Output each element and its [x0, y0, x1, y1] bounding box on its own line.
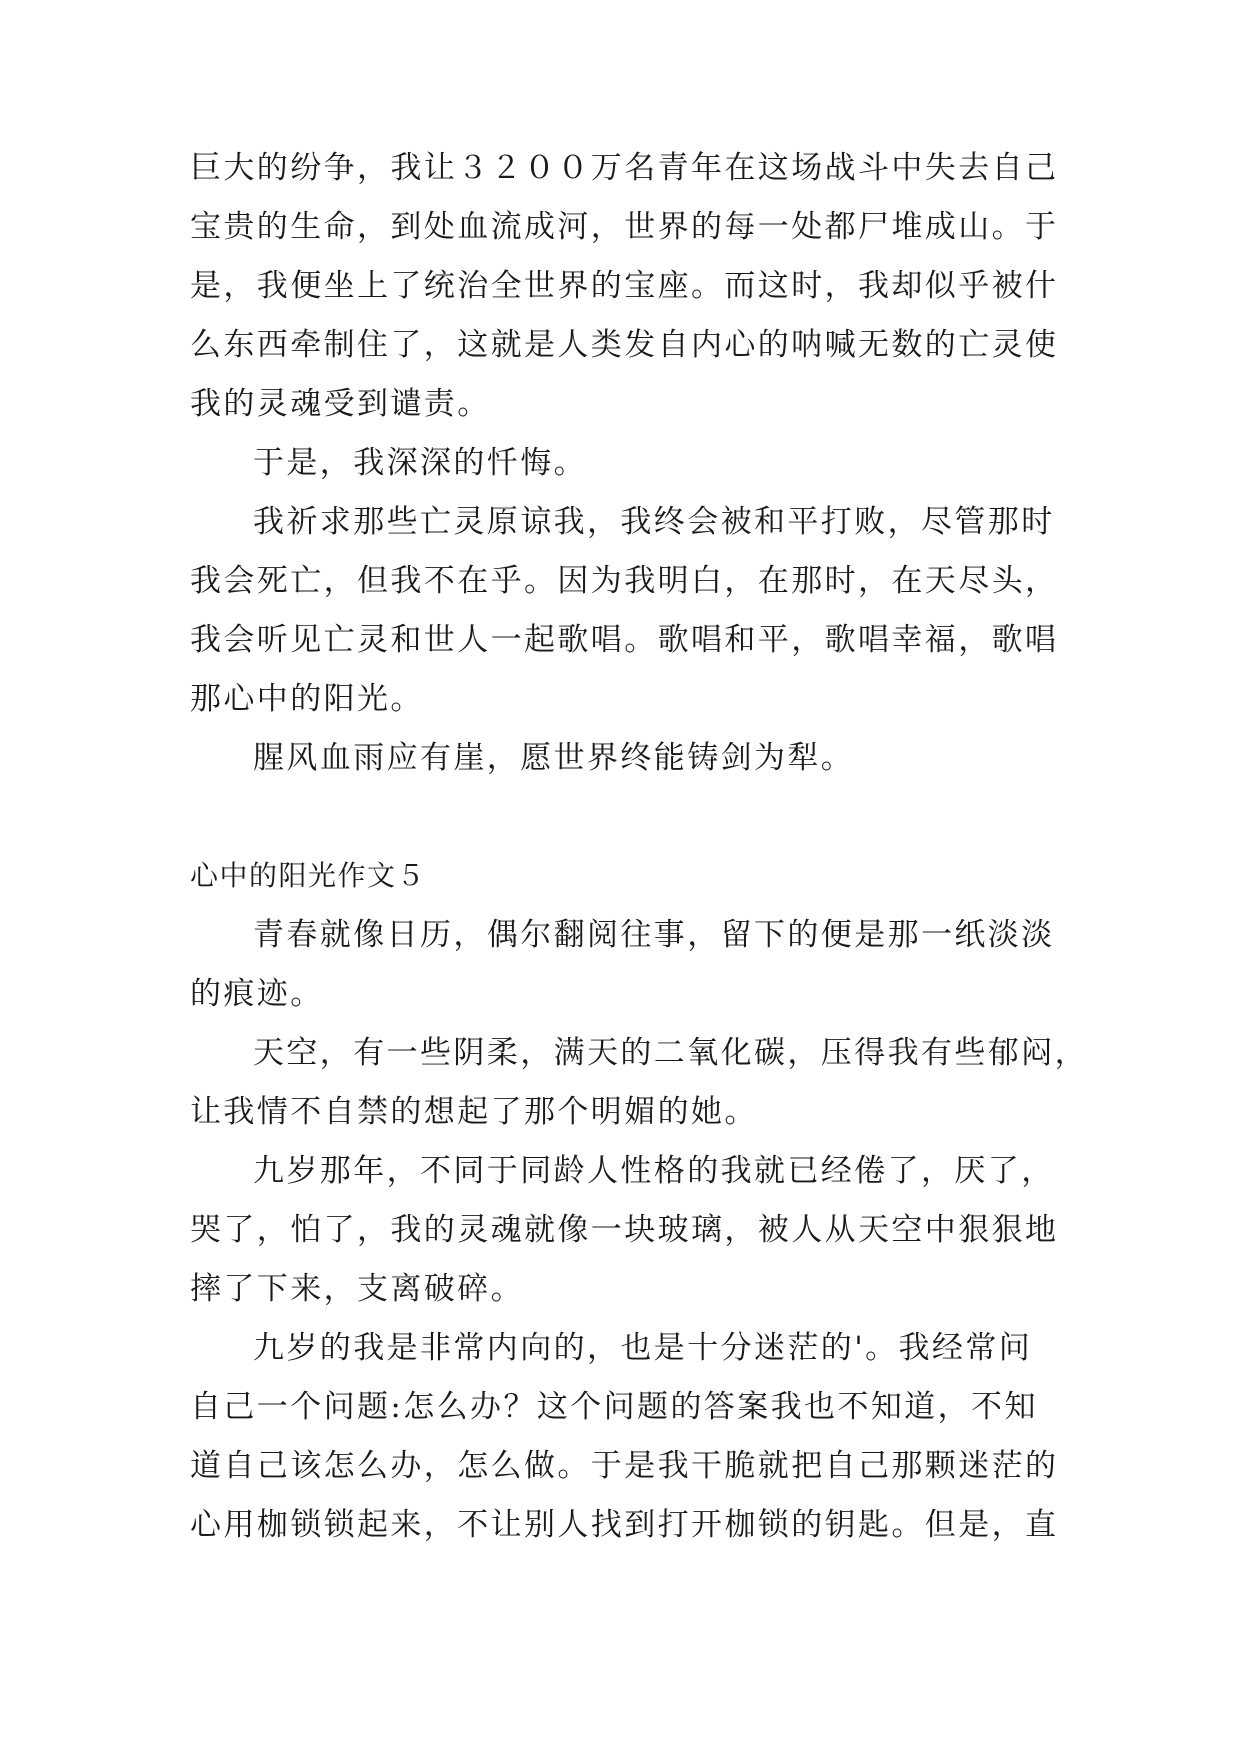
paragraph-line: 自己一个问题:怎么办？这个问题的答案我也不知道，不知 [190, 1389, 1038, 1425]
paragraph-line: 巨大的纷争，我让３２００万名青年在这场战斗中失去自己 [190, 150, 1059, 186]
paragraph-line: 心用枷锁锁起来，不让别人找到打开枷锁的钥匙。但是，直 [190, 1507, 1059, 1543]
paragraph-line: 我会死亡，但我不在乎。因为我明白，在那时，在天尽头， [190, 563, 1059, 599]
paragraph-line: 我的灵魂受到谴责。 [190, 386, 491, 422]
paragraph-line: 是，我便坐上了统治全世界的宝座。而这时，我却似乎被什 [190, 268, 1059, 304]
paragraph-line: 天空，有一些阴柔，满天的二氧化碳，压得我有些郁闷， [253, 1035, 1088, 1071]
paragraph-line: 我祈求那些亡灵原谅我，我终会被和平打败，尽管那时 [253, 504, 1055, 540]
paragraph-line: 于是，我深深的忏悔。 [253, 445, 587, 481]
paragraph-line: 九岁那年，不同于同龄人性格的我就已经倦了，厌了， [253, 1153, 1055, 1189]
paragraph-line: 道自己该怎么办，怎么做。于是我干脆就把自己那颗迷茫的 [190, 1448, 1059, 1484]
section-heading: 心中的阳光作文５ [190, 859, 427, 892]
paragraph-line: 青春就像日历，偶尔翻阅往事，留下的便是那一纸淡淡 [253, 917, 1055, 953]
paragraph-line: 我会听见亡灵和世人一起歌唱。歌唱和平，歌唱幸福，歌唱 [190, 622, 1059, 658]
paragraph-line: 九岁的我是非常内向的，也是十分迷茫的'。我经常问 [253, 1330, 1033, 1366]
paragraph-line: 么东西牵制住了，这就是人类发自内心的呐喊无数的亡灵使 [190, 327, 1059, 363]
paragraph-line: 哭了，怕了，我的灵魂就像一块玻璃，被人从天空中狠狠地 [190, 1212, 1059, 1248]
paragraph-line: 的痕迹。 [190, 976, 324, 1012]
paragraph-line: 摔了下来，支离破碎。 [190, 1271, 524, 1307]
paragraph-line: 宝贵的生命，到处血流成河，世界的每一处都尸堆成山。于 [190, 209, 1059, 245]
paragraph-line: 让我情不自禁的想起了那个明媚的她。 [190, 1094, 758, 1130]
paragraph-line: 那心中的阳光。 [190, 681, 424, 717]
paragraph-line: 腥风血雨应有崖，愿世界终能铸剑为犁。 [253, 740, 855, 776]
